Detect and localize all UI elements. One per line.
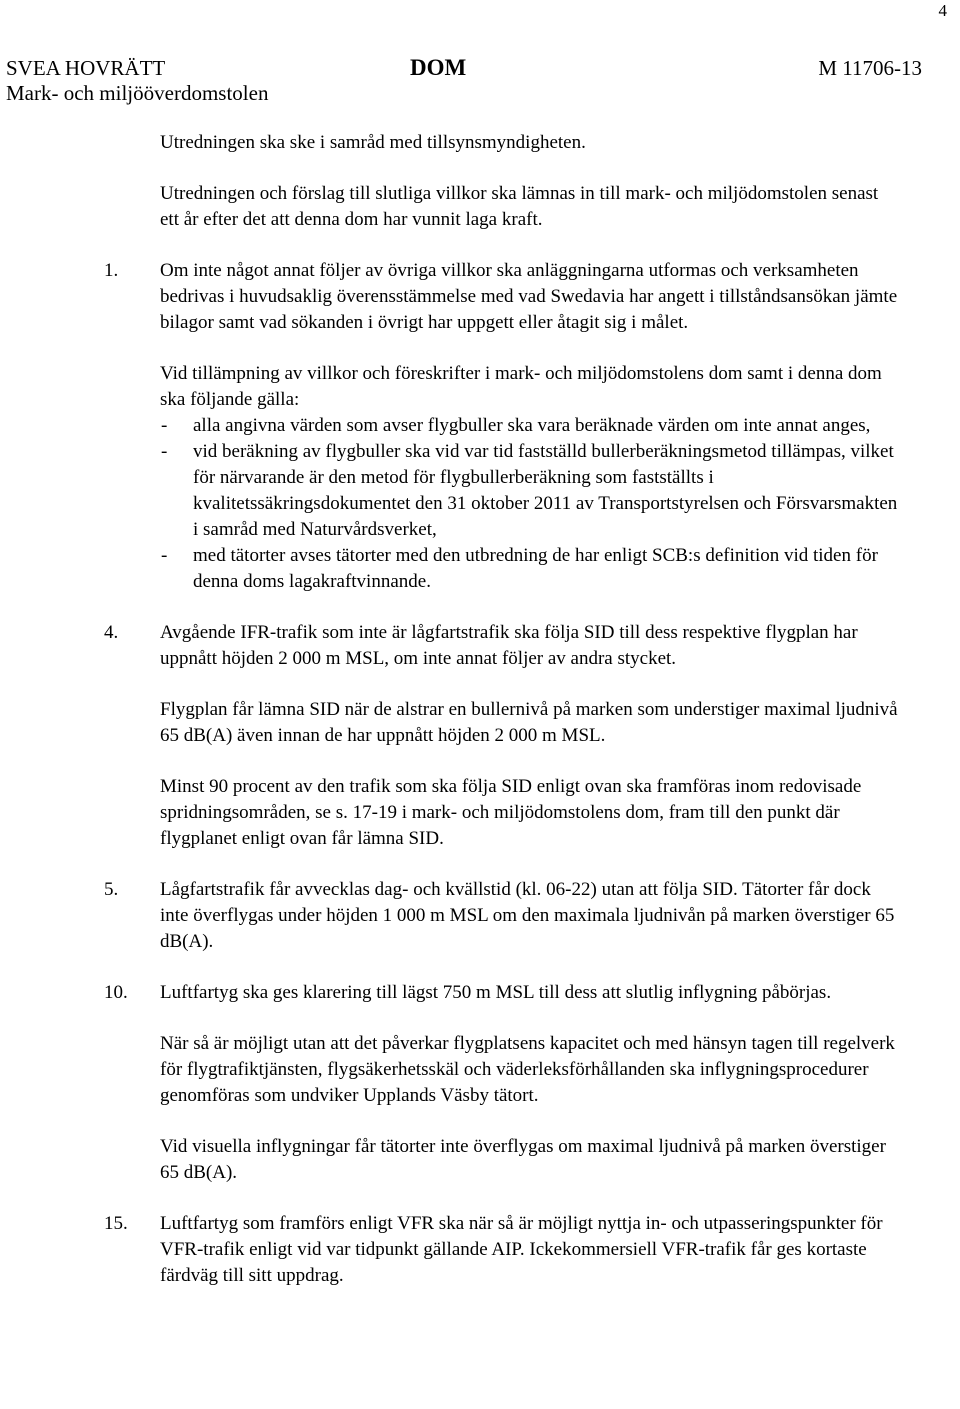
paragraph: Vid tillämpning av villkor och föreskrifter i mark- och miljödomstolens dom samt i denna dom ska följande gälla:	[160, 363, 882, 410]
dash-marker: -	[161, 441, 168, 462]
condition-item-15	[104, 1211, 900, 1289]
bullet-text: vid beräkning av flygbuller ska vid var tid fastställd bullerberäkningsmetod tillämpas, vilket för närvarande är den metod för flygbullerberäkning som fastställts i kvalitetssäkringsdokumentet den 31 oktober 2011 av Transportstyrelsen och Försvarsmakten i samråd med Naturvårdsverket,	[193, 441, 898, 540]
paragraph: Utredningen ska ske i samråd med tillsynsmyndigheten.	[160, 132, 586, 153]
paragraph: Minst 90 procent av den trafik som ska följa SID enligt ovan ska framföras inom redovisade spridningsområden, se s. 17-19 i mark- och miljödomstolens dom, fram till den punkt där flygplanet enligt ovan får lämna SID.	[160, 776, 862, 849]
item-text: Lågfartstrafik får avvecklas dag- och kvällstid (kl. 06-22) utan att följa SID. Tätorter får dock inte överflygas under höjden 1 000 m MSL om den maximala ljudnivån på marken överstiger 65 dB(A).	[160, 879, 895, 952]
bullet-text: med tätorter avses tätorter med den utbredning de har enligt SCB:s definition vid tiden för denna doms lagakraftvinnande.	[193, 545, 878, 592]
paragraph: När så är möjligt utan att det påverkar flygplatsens kapacitet och med hänsyn tagen till regelverk för flygtrafiktjänsten, flygsäkerhetsskäl och väderleksförhållanden ska inflygningsprocedurer genomföras som undviker Upplands Väsby tätort.	[160, 1033, 895, 1106]
paragraph: Vid visuella inflygningar får tätorter inte överflygas om maximal ljudnivå på marken överstiger 65 dB(A).	[160, 1136, 886, 1183]
document-type: DOM	[410, 55, 467, 80]
item-text: Luftfartyg som framförs enligt VFR ska när så är möjligt nyttja in- och utpasseringspunkter för VFR-trafik enligt vid var tidpunkt gällande AIP. Ickekommersiell VFR-trafik får ges kortaste färdväg till sitt uppdrag.	[160, 1213, 883, 1286]
court-name: SVEA HOVRÄTT	[6, 56, 166, 80]
item-number: 1.	[104, 260, 119, 281]
item-text: Avgående IFR-trafik som inte är lågfartstrafik ska följa SID till dess respektive flygplan har uppnått höjden 2 000 m MSL, om inte annat följer av andra stycket.	[160, 622, 858, 669]
condition-item-10	[104, 980, 900, 1006]
item-number: 10.	[104, 982, 128, 1003]
bullet-text: alla angivna värden som avser flygbuller ska vara beräknade värden om inte annat anges,	[193, 415, 871, 436]
bullet-item	[160, 413, 900, 439]
bullet-item	[160, 439, 900, 543]
paragraph: Flygplan får lämna SID när de alstrar en bullernivå på marken som understiger maximal ljudnivå 65 dB(A) även innan de har uppnått höjden 2 000 m MSL.	[160, 699, 898, 746]
paragraph: Utredningen och förslag till slutliga villkor ska lämnas in till mark- och miljödomstolen senast ett år efter det att denna dom har vunnit laga kraft.	[160, 183, 879, 230]
condition-item-1	[104, 258, 900, 336]
document-body	[104, 130, 900, 1289]
court-subdivision: Mark- och miljööverdomstolen	[6, 81, 269, 105]
item-number: 15.	[104, 1213, 128, 1234]
case-number: M 11706-13	[818, 56, 922, 80]
condition-item-4	[104, 620, 900, 672]
item-number: 5.	[104, 879, 119, 900]
dash-marker: -	[161, 415, 168, 436]
page-number: 4	[938, 1, 947, 20]
condition-item-5	[104, 877, 900, 955]
item-text: Om inte något annat följer av övriga villkor ska anläggningarna utformas och verksamheten bedrivas i huvudsaklig överensstämmelse med vad Swedavia har angett i tillståndsansökan jämte bilagor samt vad sökanden i övrigt har uppgett eller åtagit sig i målet.	[160, 260, 898, 333]
item-number: 4.	[104, 622, 119, 643]
dash-marker: -	[161, 545, 168, 566]
bullet-item	[160, 543, 900, 595]
item-text: Luftfartyg ska ges klarering till lägst 750 m MSL till dess att slutlig inflygning påbörjas.	[160, 982, 832, 1003]
